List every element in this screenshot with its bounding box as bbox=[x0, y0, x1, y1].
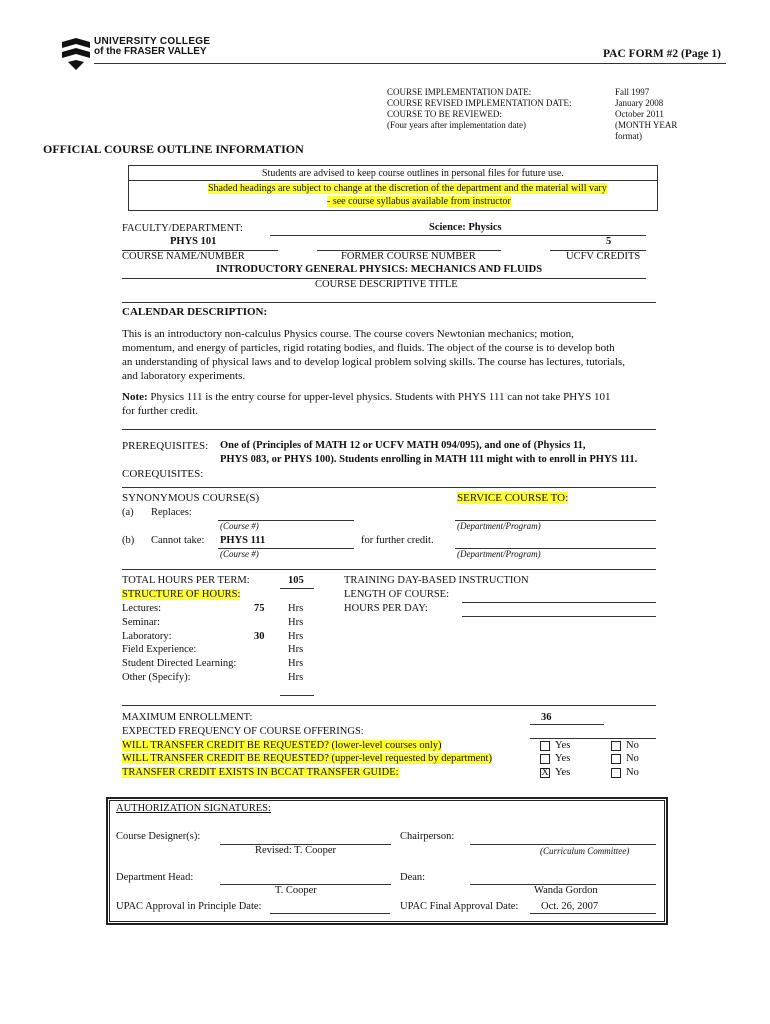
calendar-note-line2: for further credit. bbox=[122, 405, 199, 417]
hours-row-value: 75 bbox=[254, 603, 265, 614]
credits-label: UCFV CREDITS bbox=[566, 251, 641, 262]
hours-row-unit: Hrs bbox=[288, 658, 304, 670]
max-enrollment-line bbox=[530, 724, 604, 725]
faculty-value: Science: Physics bbox=[429, 222, 502, 233]
notice-line3: - see course syllabus available from instructor bbox=[327, 196, 511, 207]
prereq-label: PREREQUISITES: bbox=[122, 440, 209, 452]
review-date-format1: (MONTH YEAR bbox=[615, 120, 678, 130]
course-number-value: PHYS 101 bbox=[170, 236, 217, 247]
replaces-course-hint: (Course #) bbox=[220, 521, 259, 531]
hours-row-unit: Hrs bbox=[288, 644, 304, 656]
q2-no-label: No bbox=[626, 753, 639, 764]
prereq-rule bbox=[122, 429, 656, 430]
upac-final-line bbox=[530, 913, 656, 914]
frequency-line bbox=[530, 738, 656, 739]
chairperson-line bbox=[470, 844, 656, 845]
prereq-line2: PHYS 083, or PHYS 100). Students enrolling in MATH 111 might with to enroll in PHYS 111. bbox=[220, 454, 638, 465]
prereq-line1: One of (Principles of MATH 12 or UCFV MATH 094/095), and one of (Physics 11, bbox=[220, 440, 586, 451]
upac-principle-label: UPAC Approval in Principle Date: bbox=[116, 901, 262, 912]
hours-per-day-line bbox=[462, 616, 656, 617]
q1-yes-checkbox[interactable] bbox=[540, 741, 550, 751]
q1-yes-label: Yes bbox=[555, 740, 571, 751]
course-name-label: COURSE NAME/NUMBER bbox=[122, 251, 245, 262]
service-dept-hint1: (Department/Program) bbox=[457, 521, 541, 531]
dean-label: Dean: bbox=[400, 872, 426, 883]
calendar-note bbox=[122, 390, 611, 404]
transfer-q3: TRANSFER CREDIT EXISTS IN BCCAT TRANSFER GUIDE: bbox=[122, 767, 399, 778]
hours-row-label: Seminar: bbox=[122, 616, 160, 628]
college-logo bbox=[60, 36, 94, 75]
chairperson-hint: (Curriculum Committee) bbox=[540, 846, 630, 856]
synonymous-rule bbox=[122, 487, 656, 488]
max-enrollment-value: 36 bbox=[541, 712, 552, 723]
hours-row-label: Student Directed Learning: bbox=[122, 658, 237, 670]
enrollment-rule bbox=[122, 705, 656, 706]
upac-final-value: Oct. 26, 2007 bbox=[541, 901, 599, 912]
review-date-format2: format) bbox=[615, 131, 642, 141]
syn-a-label: (a) bbox=[122, 507, 134, 518]
training-line1: TRAINING DAY-BASED INSTRUCTION bbox=[344, 575, 529, 586]
training-line3: HOURS PER DAY: bbox=[344, 603, 428, 614]
calendar-line3: an understanding of physical laws and to develop logical problem solving skills. The course has lectures, tutorials, bbox=[122, 356, 625, 368]
synonymous-heading: SYNONYMOUS COURSE(S) bbox=[122, 492, 260, 504]
upac-final-label: UPAC Final Approval Date: bbox=[400, 901, 519, 912]
department-head-label: Department Head: bbox=[116, 872, 194, 883]
authorization-heading: AUTHORIZATION SIGNATURES: bbox=[116, 803, 271, 814]
hours-row-value: 30 bbox=[254, 630, 265, 642]
hours-row-unit: Hrs bbox=[288, 603, 304, 614]
q1-no-checkbox[interactable] bbox=[611, 741, 621, 751]
hours-rule bbox=[122, 569, 656, 570]
transfer-q1: WILL TRANSFER CREDIT BE REQUESTED? (lower-level courses only) bbox=[122, 740, 442, 751]
notice-divider bbox=[128, 180, 657, 181]
upac-principle-line bbox=[270, 913, 390, 914]
structure-of-hours-label: STRUCTURE OF HOURS: bbox=[122, 589, 241, 600]
q2-yes-checkbox[interactable] bbox=[540, 754, 550, 764]
calendar-line1: This is an introductory non-calculus Physics course. The course covers Newtonian mechanics; motion, bbox=[122, 328, 574, 340]
hours-row-unit: Hrs bbox=[288, 630, 304, 642]
total-hours-line bbox=[280, 588, 314, 589]
faculty-label: FACULTY/DEPARTMENT: bbox=[122, 223, 243, 234]
calendar-heading: CALENDAR DESCRIPTION: bbox=[122, 306, 268, 318]
impl-date-value: Fall 1997 bbox=[615, 87, 650, 97]
hours-row-unit: Hrs bbox=[288, 672, 304, 683]
coreq-label: COREQUISITES: bbox=[122, 468, 204, 480]
calendar-rule bbox=[122, 302, 656, 303]
review-date-value: October 2011 bbox=[615, 109, 664, 119]
form-title: PAC FORM #2 (Page 1) bbox=[603, 48, 721, 60]
section-title: OFFICIAL COURSE OUTLINE INFORMATION bbox=[43, 142, 304, 156]
q3-no-label: No bbox=[626, 767, 639, 778]
course-designer-value: Revised: T. Cooper bbox=[255, 845, 336, 856]
logo-mark-icon bbox=[60, 36, 94, 72]
service-dept-hint2: (Department/Program) bbox=[457, 549, 541, 559]
former-number-label: FORMER COURSE NUMBER bbox=[341, 251, 476, 262]
further-credit-text: for further credit. bbox=[361, 535, 434, 546]
hours-row-label: Laboratory: bbox=[122, 630, 172, 642]
total-hours-label: TOTAL HOURS PER TERM: bbox=[122, 575, 250, 586]
syn-b-label: (b) bbox=[122, 535, 135, 546]
hours-row-label: Other (Specify): bbox=[122, 672, 191, 683]
course-title-value: INTRODUCTORY GENERAL PHYSICS: MECHANICS AND FLUIDS bbox=[216, 264, 543, 275]
hours-bottom-line bbox=[280, 695, 314, 696]
q1-no-label: No bbox=[626, 740, 639, 751]
q2-yes-label: Yes bbox=[555, 753, 571, 764]
course-title-label: COURSE DESCRIPTIVE TITLE bbox=[315, 279, 458, 290]
training-line2: LENGTH OF COURSE: bbox=[344, 589, 450, 600]
hours-row-label: Lectures: bbox=[122, 603, 162, 614]
cannot-take-value: PHYS 111 bbox=[220, 535, 266, 546]
hours-row-label: Field Experience: bbox=[122, 644, 197, 656]
note-label: Note: bbox=[122, 391, 148, 403]
note-text: Physics 111 is the entry course for upper-level physics. Students with PHYS 111 can not take PHYS 101 bbox=[147, 391, 611, 403]
q3-no-checkbox[interactable] bbox=[611, 768, 621, 778]
chairperson-label: Chairperson: bbox=[400, 831, 455, 842]
notice-line2: Shaded headings are subject to change at the discretion of the department and the material will vary bbox=[208, 183, 607, 194]
q3-yes-checkbox-checked[interactable]: X bbox=[541, 767, 549, 778]
revised-date-value: January 2008 bbox=[615, 98, 664, 108]
impl-date-label: COURSE IMPLEMENTATION DATE: bbox=[387, 87, 532, 97]
total-hours-value: 105 bbox=[288, 575, 304, 586]
calendar-line4: and laboratory experiments. bbox=[122, 370, 246, 382]
transfer-q2: WILL TRANSFER CREDIT BE REQUESTED? (upper-level requested by department) bbox=[122, 753, 492, 764]
max-enrollment-label: MAXIMUM ENROLLMENT: bbox=[122, 712, 253, 723]
q2-no-checkbox[interactable] bbox=[611, 754, 621, 764]
cannot-take-label: Cannot take: bbox=[151, 535, 205, 546]
frequency-label: EXPECTED FREQUENCY OF COURSE OFFERINGS: bbox=[122, 726, 364, 737]
course-designer-label: Course Designer(s): bbox=[116, 831, 201, 842]
review-date-label: COURSE TO BE REVIEWED: bbox=[387, 109, 502, 119]
q3-yes-label: Yes bbox=[555, 767, 571, 778]
calendar-line2: momentum, and energy of particles, rigid rotating bodies, and fluids. The object of the course is to develop both bbox=[122, 342, 615, 354]
revised-date-label: COURSE REVISED IMPLEMENTATION DATE: bbox=[387, 98, 572, 108]
dean-value: Wanda Gordon bbox=[534, 885, 598, 896]
hours-row-unit: Hrs bbox=[288, 616, 304, 628]
replaces-label: Replaces: bbox=[151, 507, 192, 518]
faculty-line bbox=[270, 235, 646, 236]
department-head-value: T. Cooper bbox=[275, 885, 317, 896]
review-date-note: (Four years after implementation date) bbox=[387, 120, 526, 130]
logo-line2: of the FRASER VALLEY bbox=[94, 46, 207, 57]
credits-value: 5 bbox=[606, 236, 612, 247]
notice-line1: Students are advised to keep course outlines in personal files for future use. bbox=[262, 168, 564, 179]
logo-line1: UNIVERSITY COLLEGE bbox=[94, 36, 211, 47]
length-of-course-line bbox=[462, 602, 656, 603]
cannot-course-hint: (Course #) bbox=[220, 549, 259, 559]
service-course-heading: SERVICE COURSE TO: bbox=[457, 492, 569, 504]
header-rule bbox=[94, 63, 726, 64]
